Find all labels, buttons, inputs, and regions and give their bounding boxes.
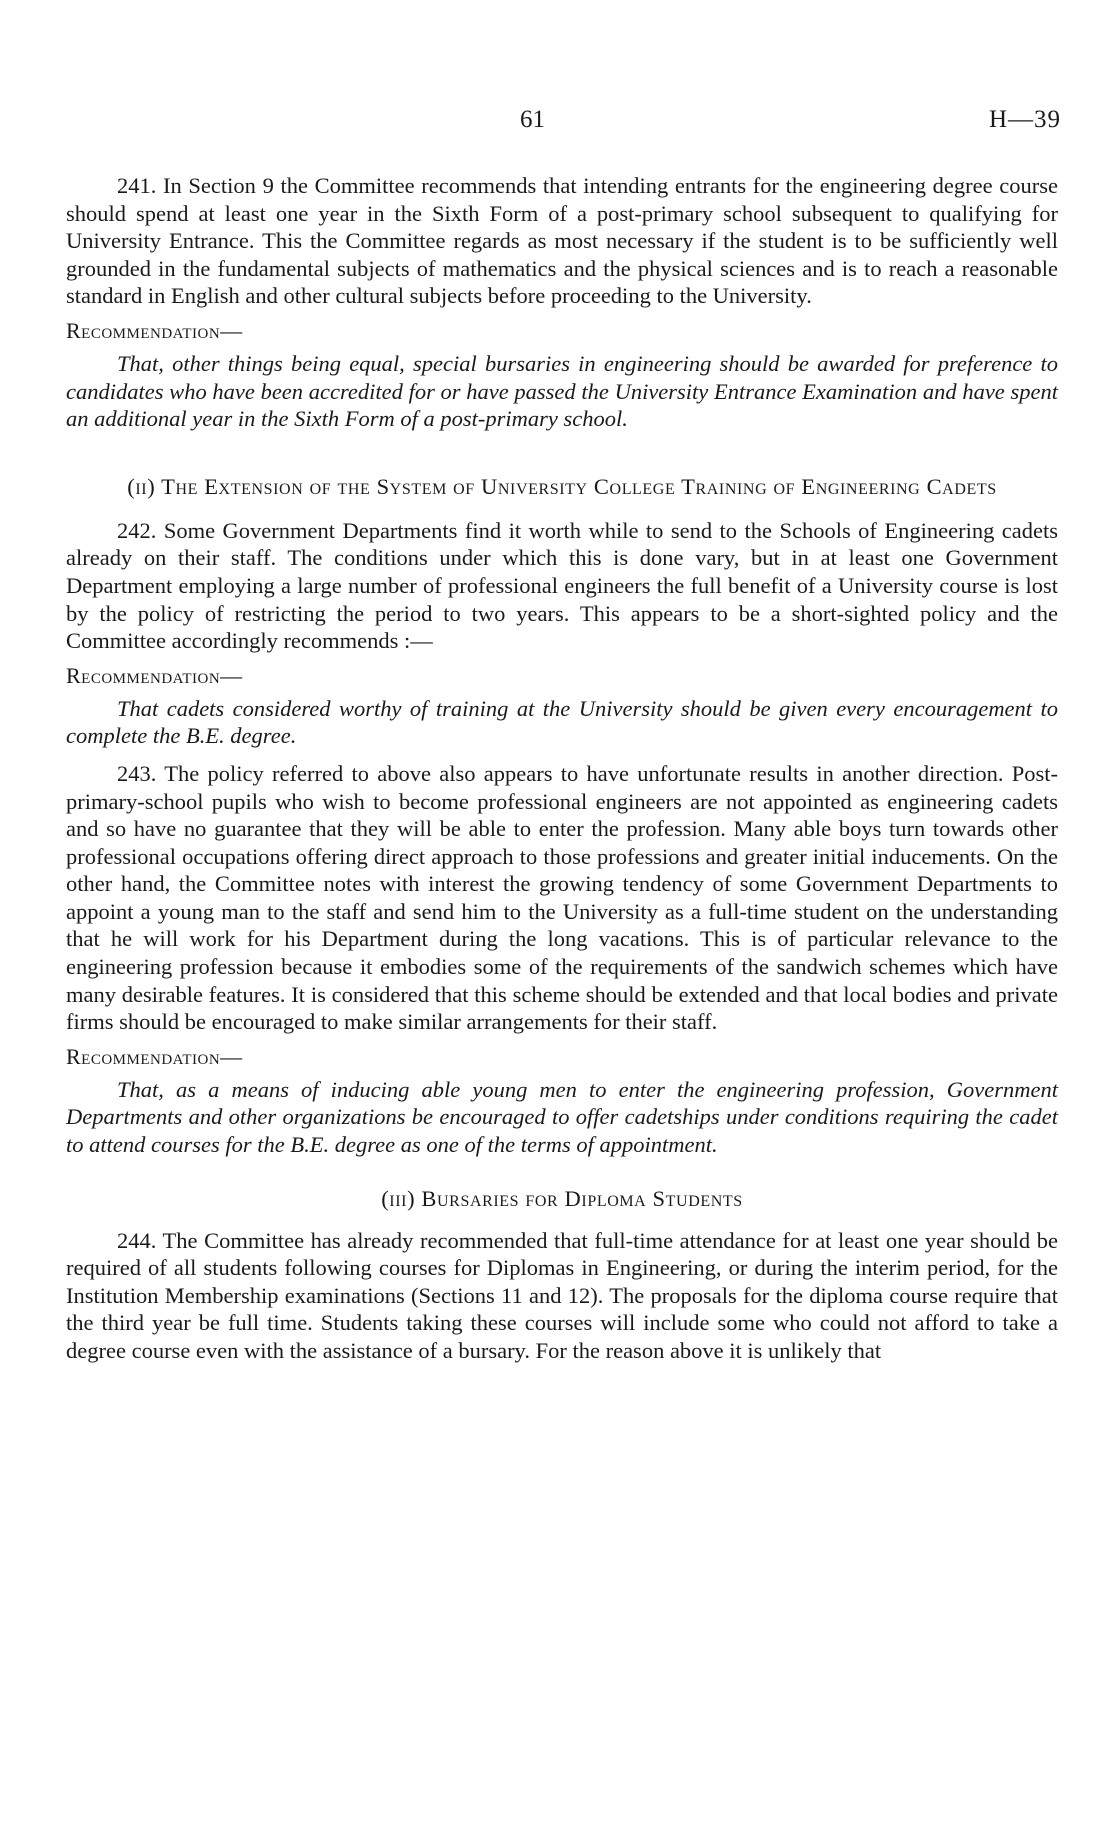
page-reference: H—39 [988,106,1061,133]
recommendation-label: Recommendation— [66,1043,243,1069]
paragraph-244: 244. The Committee has already recommended that full-time attendance for at least one year should be required of all students following courses for Diplomas in Engineering, or during the interim period, for the Institution Membership examinations (Sections 11 and 12). The proposals for the diploma course require that the third year be full time. Students taking these courses will include some who could not afford to take a degree course even with the assistance of a bursary. For the reason above it is unlikely that [66,1227,1058,1363]
recommendation-text: That cadets considered worthy of training at the University should be given every encouragement to complete the B.E. degree. [66,695,1058,749]
paragraph-243: 243. The policy referred to above also appears to have unfortunate results in another direction. Post-primary-school pupils who wish to become professional engineers are not appointed as engineering cadets and so have no guarantee that they will be able to enter the profession. Many able boys turn towards other professional occupations offering direct approach to those professions and greater initial inducements. On the other hand, the Committee notes with interest the growing tendency of some Government Departments to appoint a young man to the staff and send him to the University as a full-time student on the understanding that he will work for his Department during the long vacations. This is of particular relevance to the engineering profession because it embodies some of the requirements of the sandwich schemes which have many desirable features. It is considered that this scheme should be extended and that local bodies and private firms should be encouraged to make similar arrangements for their staff. [66,760,1058,1035]
section-heading: (ii) The Extension of the System of University College Training of Engineering Cadets [127,473,997,499]
paragraph-241: 241. In Section 9 the Committee recommends that intending entrants for the engineering degree course should spend at least one year in the Sixth Form of a post-primary school subsequent to qualifying for University Entrance. This the Committee regards as most necessary if the student is to be sufficiently well grounded in the fundamental subjects of mathematics and the physical sciences and is to reach a reasonable standard in English and other cultural subjects before proceeding to the University. [66,173,1058,309]
recommendation-label: Recommendation— [66,317,243,343]
page-header [0,106,1114,136]
recommendation-label: Recommendation— [66,662,243,688]
recommendation-text: That, other things being equal, special bursaries in engineering should be awarded for preference to candidates who have been accredited for or have passed the University Entrance Examination and have spent an additional year in the Sixth Form of a post-primary school. [66,350,1058,432]
page-body [66,172,1058,1372]
page-number: 61 [520,106,545,133]
paragraph-242: 242. Some Government Departments find it worth while to send to the Schools of Engineering cadets already on their staff. The conditions under which this is done vary, but in at least one Government Department employing a large number of professional engineers the full benefit of a University course is lost by the policy of restricting the period to two years. This appears to be a short-sighted policy and the Committee accordingly recommends :— [66,517,1058,654]
recommendation-text: That, as a means of inducing able young men to enter the engineering profession, Government Departments and other organizations be encouraged to offer cadetships under conditions requiring the cadet to attend courses for the B.E. degree as one of the terms of appointment. [66,1076,1058,1158]
section-heading: (iii) Bursaries for Diploma Students [381,1185,743,1211]
